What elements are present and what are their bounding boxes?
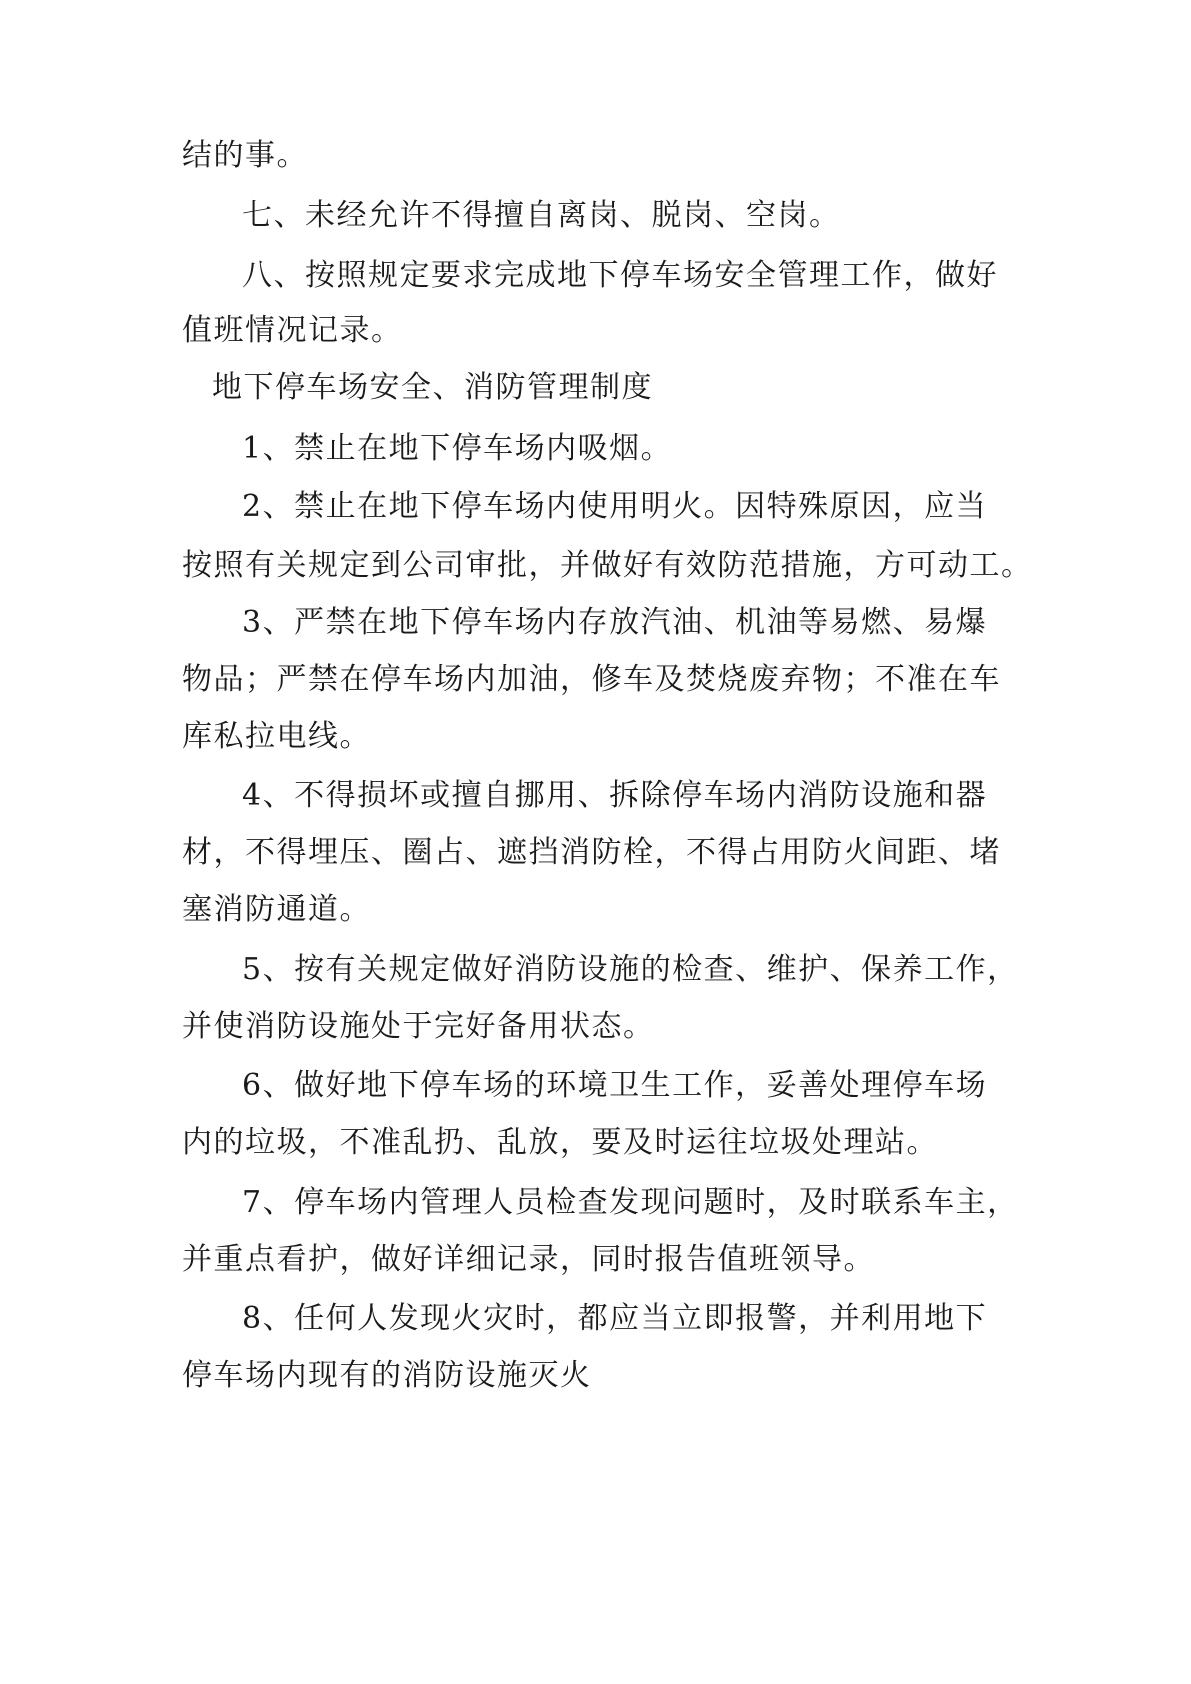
regulation-item-2: 2、禁止在地下停车场内使用明火。因特殊原因，应当 xyxy=(242,489,988,524)
regulation-item-6: 6、做好地下停车场的环境卫生工作，妥善处理停车场 xyxy=(242,1068,988,1103)
regulation-item-8-continuation: 停车场内现有的消防设施灭火 xyxy=(182,1358,592,1393)
regulation-item-7-continuation: 并重点看护，做好详细记录，同时报告值班领导。 xyxy=(182,1242,875,1277)
regulation-item-4: 4、不得损坏或擅自挪用、拆除停车场内消防设施和器 xyxy=(242,778,988,813)
regulation-item-5-continuation: 并使消防设施处于完好备用状态。 xyxy=(182,1009,655,1044)
regulation-item-3: 3、严禁在地下停车场内存放汽油、机油等易燃、易爆 xyxy=(242,605,988,640)
regulation-item-4-continuation: 材，不得埋压、圈占、遮挡消防栓，不得占用防火间距、堵 xyxy=(182,835,1001,870)
rule-item-7: 七、未经允许不得擅自离岗、脱岗、空岗。 xyxy=(242,198,841,233)
rule-item-8-continuation: 值班情况记录。 xyxy=(182,313,403,348)
regulation-item-7: 7、停车场内管理人员检查发现问题时，及时联系车主， xyxy=(242,1185,1019,1220)
regulation-item-4-continuation: 塞消防通道。 xyxy=(182,892,371,927)
regulation-item-8: 8、任何人发现火灾时，都应当立即报警，并利用地下 xyxy=(242,1301,988,1336)
section-heading: 地下停车场安全、消防管理制度 xyxy=(212,370,653,405)
regulation-item-6-continuation: 内的垃圾，不准乱扔、乱放，要及时运往垃圾处理站。 xyxy=(182,1125,938,1160)
regulation-item-3-continuation: 物品；严禁在停车场内加油，修车及焚烧废弃物；不准在车 xyxy=(182,662,1001,697)
text-line-continuation: 结的事。 xyxy=(182,138,308,173)
regulation-item-3-continuation: 库私拉电线。 xyxy=(182,719,371,754)
regulation-item-5: 5、按有关规定做好消防设施的检查、维护、保养工作， xyxy=(242,952,1019,987)
rule-item-8: 八、按照规定要求完成地下停车场安全管理工作，做好 xyxy=(242,258,998,293)
regulation-item-2-continuation: 按照有关规定到公司审批，并做好有效防范措施，方可动工。 xyxy=(182,548,1033,583)
regulation-item-1: 1、禁止在地下停车场内吸烟。 xyxy=(242,431,673,466)
